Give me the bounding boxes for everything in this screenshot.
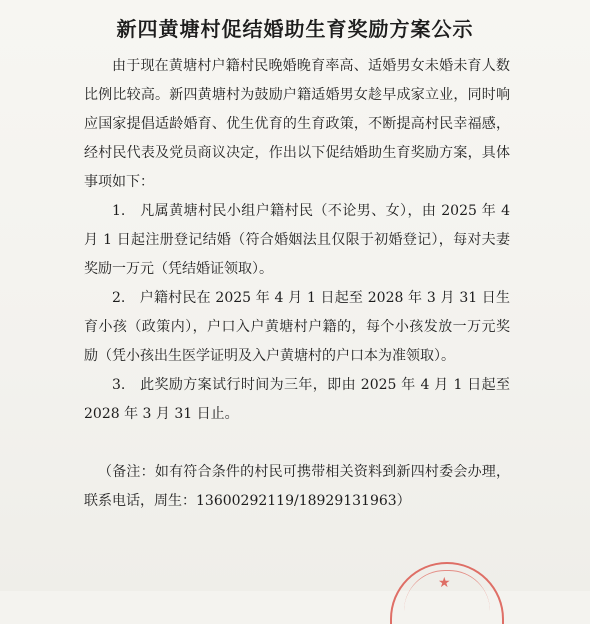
rule-item-2: 2. 户籍村民在 2025 年 4 月 1 日起至 2028 年 3 月 31 日生育小孩（政策内），户口入户黄塘村户籍的，每个小孩发放一万元奖励（凭小孩出生医学证明及入户黄塘村的户口本为准领取）。 bbox=[84, 290, 510, 364]
rule-item-1: 1. 凡属黄塘村民小组户籍村民（不论男、女），由 2025 年 4 月 1 日起注册登记结婚（符合婚姻法且仅限于初婚登记），每对夫妻奖励一万元（凭结婚证领取）。 bbox=[84, 203, 510, 277]
seal-star-icon: ★ bbox=[438, 575, 451, 591]
rule-item-3: 3. 此奖励方案试行时间为三年，即由 2025 年 4 月 1 日起至 2028 年 3 月 31 日止。 bbox=[84, 377, 510, 422]
intro-paragraph: 由于现在黄塘村户籍村民晚婚晚育率高、适婚男女未婚未育人数比例比较高。新四黄塘村为鼓励户籍适婚男女趁早成家立业，同时响应国家提倡适龄婚育、优生优育的生育政策，不断提高村民幸福感，经村民代表及党员商议决定，作出以下促结婚助生育奖励方案，具体事项如下： bbox=[84, 58, 510, 190]
remark-note: （备注：如有符合条件的村民可携带相关资料到新四村委会办理，联系电话，周生：13600292119/18929131963） bbox=[84, 464, 510, 509]
document-title: 新四黄塘村促结婚助生育奖励方案公示 bbox=[116, 17, 474, 41]
official-seal-icon bbox=[390, 562, 504, 624]
document-body bbox=[84, 52, 510, 516]
